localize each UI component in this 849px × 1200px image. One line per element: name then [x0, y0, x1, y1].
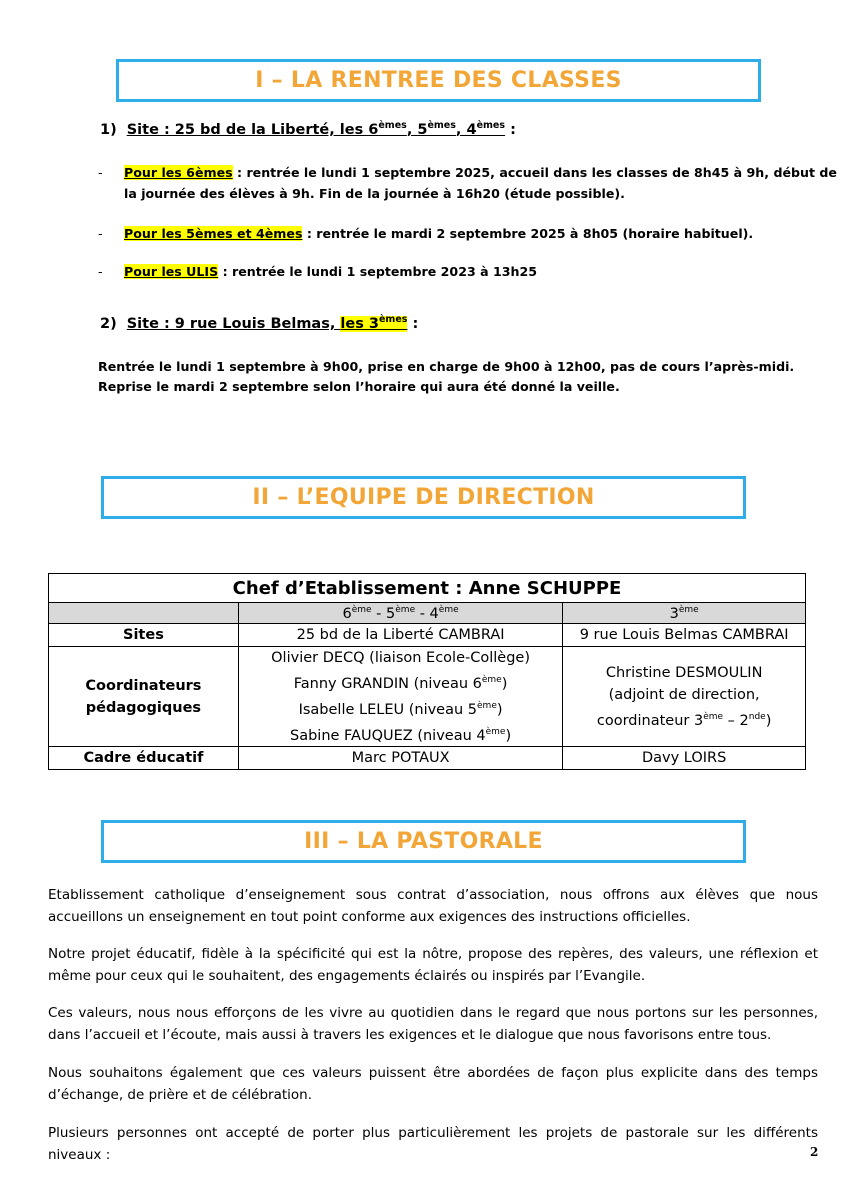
bullet-ulis: - Pour les ULIS : rentrée le lundi 1 septembre 2023 à 13h25	[98, 264, 538, 279]
pastorale-paragraph-4: Nous souhaitons également que ces valeurs puissent être abordées de façon plus explicite dans des temps d’échange, de prière et de célébration.	[48, 1065, 818, 1103]
pastorale-paragraph-1: Etablissement catholique d’enseignement sous contrat d’association, nous offrons aux élèves que nous accueillons un enseignement en tout point conforme aux exigences des instructions officielles.	[48, 887, 818, 925]
site-1-heading: 1) Site : 25 bd de la Liberté, les 6èmes, 5èmes, 4èmes :	[100, 120, 516, 138]
section-1-title: I – LA RENTREE DES CLASSES	[255, 68, 622, 93]
section-2-title-box	[101, 476, 746, 519]
cadre-col2: Davy LOIRS	[563, 747, 806, 770]
header-6-5-4: 6ème - 5ème - 4ème	[238, 603, 562, 624]
site-2-heading: 2) Site : 9 rue Louis Belmas, les 3èmes :	[100, 314, 419, 332]
header-3: 3ème	[563, 603, 806, 624]
bullet-6emes: - Pour les 6èmes : rentrée le lundi 1 septembre 2025, accueil dans les classes de 8h45 à 9h, début de la journée des élèves à 9h. Fin de la journée à 16h20 (étude possible).	[98, 165, 837, 201]
pastorale-paragraph-2: Notre projet éducatif, fidèle à la spécificité qui est la nôtre, propose des repères, des valeurs, une réflexion et même pour ceux qui le souhaitent, des engagements éclairés ou inspirés par l’Evangile.	[48, 946, 818, 984]
section-1-title-box	[116, 59, 761, 102]
cadre-educatif-label: Cadre éducatif	[49, 747, 239, 770]
coordinateurs-col1: Olivier DECQ (liaison Ecole-Collège) Fanny GRANDIN (niveau 6ème) Isabelle LELEU (niveau 5ème) Sabine FAUQUEZ (niveau 4ème)	[238, 647, 562, 747]
chef-etablissement: Chef d’Etablissement : Anne SCHUPPE	[49, 574, 806, 603]
page-number: 2	[810, 1145, 819, 1159]
sites-col1: 25 bd de la Liberté CAMBRAI	[238, 624, 562, 647]
pastorale-paragraph-3: Ces valeurs, nous nous efforçons de les vivre au quotidien dans le regard que nous portons sur les personnes, dans l’accueil et l’écoute, mais aussi à travers les exigences et le dialogue que nous favorisons entre tous.	[48, 1005, 818, 1043]
sites-col2: 9 rue Louis Belmas CAMBRAI	[563, 624, 806, 647]
section-2-title: II – L’EQUIPE DE DIRECTION	[252, 485, 595, 510]
site-2-details: Rentrée le lundi 1 septembre à 9h00, prise en charge de 9h00 à 12h00, pas de cours l’après-midi. Reprise le mardi 2 septembre selon l’horaire qui aura été donné la veille.	[98, 359, 795, 394]
highlight-6emes: Pour les 6èmes	[124, 165, 233, 180]
direction-table	[48, 573, 806, 770]
section-3-title-box	[101, 820, 746, 863]
bullet-5emes-4emes: - Pour les 5èmes et 4èmes : rentrée le mardi 2 septembre 2025 à 8h05 (horaire habituel).	[98, 226, 754, 241]
sites-label: Sites	[49, 624, 239, 647]
highlight-ulis: Pour les ULIS	[124, 264, 219, 279]
coordinateurs-label: Coordinateurs pédagogiques	[49, 647, 239, 747]
header-empty-cell	[49, 603, 239, 624]
cadre-col1: Marc POTAUX	[238, 747, 562, 770]
pastorale-paragraph-5: Plusieurs personnes ont accepté de porter plus particulièrement les projets de pastorale sur les différents niveaux :	[48, 1125, 818, 1163]
highlight-5emes-4emes: Pour les 5èmes et 4èmes	[124, 226, 303, 241]
coordinateurs-col2: Christine DESMOULIN (adjoint de direction, coordinateur 3ème – 2nde)	[563, 647, 806, 747]
section-3-title: III – LA PASTORALE	[304, 829, 543, 854]
